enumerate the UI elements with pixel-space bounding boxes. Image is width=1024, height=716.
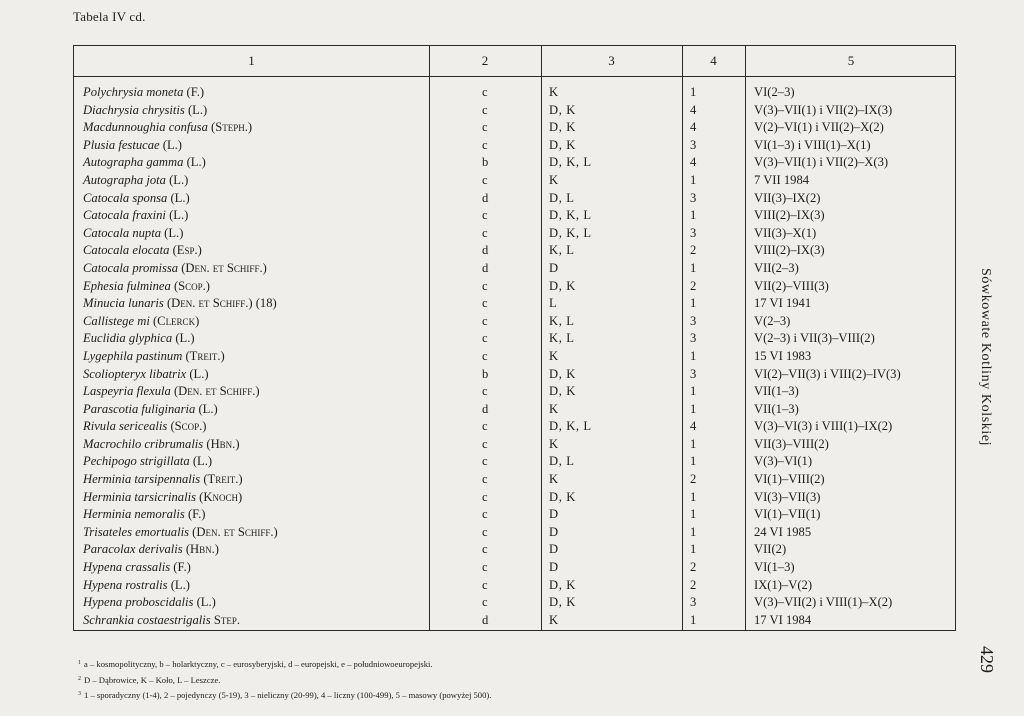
flight-period-cell: VII(1–3) <box>754 384 799 399</box>
table-row <box>74 330 955 348</box>
species-cell <box>83 489 242 507</box>
table-row <box>74 383 955 401</box>
locality-cell: D, K <box>549 102 576 117</box>
flight-period-cell: VII(3)–VIII(2) <box>754 436 829 451</box>
species-cell <box>83 506 205 524</box>
species-author: (L.) <box>169 208 189 223</box>
flight-period-cell: 17 VI 1984 <box>754 612 812 627</box>
species-name: Lygephila pastinum <box>83 348 183 363</box>
flight-period-cell: VIII(2)–IX(3) <box>754 208 825 223</box>
abundance-cell: 1 <box>690 524 697 539</box>
table-row <box>74 471 955 489</box>
table-row <box>74 278 955 296</box>
species-name: Parascotia fuliginaria <box>83 401 196 416</box>
species-cell <box>83 436 240 454</box>
distribution-cell: c <box>482 454 488 469</box>
species-cell <box>83 471 243 489</box>
species-cell <box>83 278 210 296</box>
flight-period-cell: VI(2)–VII(3) i VIII(2)–IV(3) <box>754 366 901 381</box>
locality-cell: D, K <box>549 577 576 592</box>
species-author: (L.) <box>196 595 216 610</box>
species-cell <box>83 594 216 612</box>
flight-period-cell: VII(2–3) <box>754 260 799 275</box>
footnote-mark: 3 <box>78 691 81 697</box>
species-name: Trisateles emortualis <box>83 524 190 539</box>
locality-cell: K, L <box>549 313 575 328</box>
species-name: Rivula sericealis <box>83 419 168 434</box>
flight-period-cell: 24 VI 1985 <box>754 524 812 539</box>
species-author: (L.) <box>164 225 184 240</box>
species-name: Scoliopteryx libatrix <box>83 366 187 381</box>
abundance-cell: 3 <box>690 313 697 328</box>
abundance-cell: 3 <box>690 366 697 381</box>
species-name: Plusia festucae <box>83 137 160 152</box>
flight-period-cell: VI(3)–VII(3) <box>754 489 821 504</box>
species-name: Hypena crassalis <box>83 560 171 575</box>
table-row <box>74 418 955 436</box>
species-author: (L.) <box>187 102 208 117</box>
locality-cell: K, L <box>549 331 575 346</box>
flight-period-cell: V(3)–VII(1) i VII(2)–X(3) <box>754 155 889 170</box>
locality-cell: D, L <box>549 454 575 469</box>
table-row <box>74 154 955 172</box>
locality-cell: D, K <box>549 278 576 293</box>
abundance-cell: 1 <box>690 454 697 469</box>
distribution-cell: c <box>482 208 488 223</box>
table-row <box>74 102 955 120</box>
table-header-row <box>74 46 955 77</box>
abundance-cell: 1 <box>690 260 697 275</box>
species-author: (Treit.) <box>185 348 225 363</box>
abundance-cell: 1 <box>690 348 697 363</box>
flight-period-cell: VI(1)–VII(1) <box>754 507 821 522</box>
species-name: Minucia lunaris <box>83 296 164 311</box>
table-row <box>74 260 955 278</box>
species-cell <box>83 102 207 120</box>
abundance-cell: 1 <box>690 612 697 627</box>
abundance-cell: 1 <box>690 401 697 416</box>
distribution-cell: b <box>482 155 489 170</box>
species-name: Autographa gamma <box>83 155 184 170</box>
abundance-cell: 2 <box>690 243 697 258</box>
species-cell <box>83 295 277 313</box>
abundance-cell: 4 <box>690 102 697 117</box>
flight-period-cell: 7 VII 1984 <box>754 172 810 187</box>
locality-cell: K, L <box>549 243 575 258</box>
distribution-cell: c <box>482 384 488 399</box>
abundance-cell: 1 <box>690 542 697 557</box>
species-author: (Steph.) <box>211 120 253 135</box>
species-author: (L.) <box>175 331 195 346</box>
locality-cell: D <box>549 524 559 539</box>
species-author: Step. <box>213 612 240 627</box>
table-row <box>74 225 955 243</box>
table-row <box>74 190 955 208</box>
abundance-cell: 3 <box>690 225 697 240</box>
species-cell <box>83 84 204 102</box>
species-name: Callistege mi <box>83 313 150 328</box>
footnote-text: a – kosmopolityczny, b – holarktyczny, c – eurosyberyjski, d – europejski, e – południowoeuropejski. <box>84 659 433 669</box>
species-name: Herminia tarsipennalis <box>83 472 201 487</box>
flight-period-cell: VII(1–3) <box>754 401 799 416</box>
table-row <box>74 577 955 595</box>
locality-cell: D, K <box>549 120 576 135</box>
abundance-cell: 2 <box>690 278 697 293</box>
locality-cell: D, K <box>549 366 576 381</box>
species-cell <box>83 330 195 348</box>
abundance-cell: 2 <box>690 472 697 487</box>
species-cell <box>83 260 267 278</box>
table-row <box>74 137 955 155</box>
locality-cell: D <box>549 507 559 522</box>
distribution-cell: c <box>482 225 488 240</box>
species-cell <box>83 137 182 155</box>
locality-cell: D <box>549 560 559 575</box>
footnotes <box>78 656 491 703</box>
species-author: (Scop.) <box>170 419 207 434</box>
distribution-cell: c <box>482 85 488 99</box>
header-col-2: 2 <box>481 53 489 68</box>
species-name: Catocala nupta <box>83 225 162 240</box>
species-cell <box>83 207 188 225</box>
locality-cell: D, K, L <box>549 155 592 170</box>
distribution-cell: d <box>482 260 489 275</box>
flight-period-cell: 17 VI 1941 <box>754 296 812 311</box>
abundance-cell: 3 <box>690 331 697 346</box>
species-author: (Treit.) <box>203 472 243 487</box>
locality-cell: D, K, L <box>549 225 592 240</box>
species-cell <box>83 577 190 595</box>
distribution-cell: b <box>482 366 489 381</box>
flight-period-cell: V(3)–VI(3) i VIII(1)–IX(2) <box>754 419 893 434</box>
species-cell <box>83 453 212 471</box>
locality-cell: D, K <box>549 137 576 152</box>
species-author: (L.) <box>162 137 182 152</box>
species-cell <box>83 541 219 559</box>
species-cell <box>83 612 240 630</box>
species-author: (F.) <box>173 560 191 575</box>
species-name: Herminia tarsicrinalis <box>83 489 196 504</box>
distribution-cell: c <box>482 595 488 610</box>
flight-period-cell: VIII(2)–IX(3) <box>754 243 825 258</box>
locality-cell: K <box>549 436 559 451</box>
distribution-cell: d <box>482 190 489 205</box>
abundance-cell: 1 <box>690 208 697 223</box>
species-name: Hypena rostralis <box>83 577 168 592</box>
species-author: (Hbn.) <box>185 542 219 557</box>
distribution-cell: c <box>482 172 488 187</box>
table-row <box>74 524 955 542</box>
species-name: Catocala fraxini <box>83 208 166 223</box>
species-author: (L.) <box>169 172 189 187</box>
species-name: Macrochilo cribrumalis <box>83 436 204 451</box>
distribution-cell: c <box>482 137 488 152</box>
species-cell <box>83 154 206 172</box>
abundance-cell: 1 <box>690 384 697 399</box>
table-row <box>74 172 955 190</box>
locality-cell: D, K, L <box>549 208 592 223</box>
flight-period-cell: 15 VI 1983 <box>754 348 812 363</box>
header-col-4: 4 <box>710 53 717 68</box>
abundance-cell: 3 <box>690 137 697 152</box>
abundance-cell: 3 <box>690 595 697 610</box>
locality-cell: D, K <box>549 595 576 610</box>
flight-period-cell: VII(2) <box>754 542 787 557</box>
table-row <box>74 366 955 384</box>
header-col-5: 5 <box>847 53 855 68</box>
abundance-cell: 4 <box>690 120 697 135</box>
footnote <box>78 687 491 703</box>
table-row <box>74 401 955 419</box>
footnote-text: D – Dąbrowice, K – Koło, L – Leszcze. <box>84 674 221 685</box>
species-author: (L.) <box>186 155 206 170</box>
species-cell <box>83 172 188 190</box>
locality-cell: K <box>549 401 559 416</box>
locality-cell: D, K, L <box>549 419 592 434</box>
footnote <box>78 672 491 688</box>
table-row <box>74 541 955 559</box>
locality-cell: D, L <box>549 190 575 205</box>
species-cell <box>83 418 207 436</box>
flight-period-cell: VII(2)–VIII(3) <box>754 278 829 293</box>
distribution-cell: c <box>482 489 488 504</box>
distribution-cell: c <box>482 560 488 575</box>
distribution-cell: c <box>482 120 488 135</box>
distribution-cell: c <box>482 472 488 487</box>
table-row <box>74 489 955 507</box>
species-cell <box>83 366 209 384</box>
flight-period-cell: VII(3)–X(1) <box>754 225 817 240</box>
species-cell <box>83 242 202 260</box>
species-name: Autographa jota <box>83 172 166 187</box>
abundance-cell: 2 <box>690 560 697 575</box>
flight-period-cell: V(3)–VII(1) i VII(2)–IX(3) <box>754 102 893 117</box>
abundance-cell: 4 <box>690 419 697 434</box>
distribution-cell: c <box>482 507 488 522</box>
table-row <box>74 119 955 137</box>
species-table <box>73 45 956 631</box>
abundance-cell: 1 <box>690 85 697 99</box>
abundance-cell: 1 <box>690 489 697 504</box>
distribution-cell: c <box>482 577 488 592</box>
table-row <box>74 453 955 471</box>
flight-period-cell: V(3)–VII(2) i VIII(1)–X(2) <box>754 595 893 610</box>
abundance-cell: 2 <box>690 577 697 592</box>
header-col-3: 3 <box>608 53 615 68</box>
species-name: Macdunnoughia confusa <box>83 120 208 135</box>
species-author: (Knoch) <box>199 489 243 504</box>
flight-period-cell: V(2–3) i VII(3)–VIII(2) <box>754 331 875 346</box>
species-author: (L.) <box>192 454 213 469</box>
species-name: Pechipogo strigillata <box>83 454 190 469</box>
species-author: (Den. et Schiff.) <box>173 384 260 399</box>
species-author: (L.) <box>170 190 190 205</box>
species-author: (Scop.) <box>173 278 211 293</box>
locality-cell: K <box>549 85 559 99</box>
flight-period-cell: VI(1–3) <box>754 560 795 575</box>
locality-cell: D, K <box>549 489 576 504</box>
species-name: Polychrysia moneta <box>83 85 184 99</box>
abundance-cell: 1 <box>690 436 697 451</box>
species-name: Schrankia costaestrigalis <box>83 612 211 627</box>
table-row <box>74 84 955 102</box>
flight-period-cell: VI(2–3) <box>754 85 795 99</box>
species-author: (Den. et Schiff.) <box>181 260 267 275</box>
table-row <box>74 207 955 225</box>
abundance-cell: 1 <box>690 507 697 522</box>
locality-cell: K <box>549 472 559 487</box>
abundance-cell: 1 <box>690 296 697 311</box>
species-cell <box>83 190 190 208</box>
table-row <box>74 348 955 366</box>
footnote-mark: 1 <box>78 660 81 666</box>
species-author: (L.) <box>198 401 218 416</box>
distribution-cell: c <box>482 331 488 346</box>
flight-period-cell: V(3)–VI(1) <box>754 454 813 469</box>
table-row <box>74 506 955 524</box>
abundance-cell: 1 <box>690 172 697 187</box>
species-cell <box>83 559 191 577</box>
distribution-cell: d <box>482 612 489 627</box>
locality-cell: D, K <box>549 384 576 399</box>
distribution-cell: c <box>482 296 488 311</box>
species-name: Catocala promissa <box>83 260 179 275</box>
distribution-cell: c <box>482 278 488 293</box>
species-cell <box>83 313 199 331</box>
locality-cell: K <box>549 348 559 363</box>
table-caption: Tabela IV cd. <box>73 9 146 24</box>
species-name: Ephesia fulminea <box>83 278 171 293</box>
locality-cell: K <box>549 172 559 187</box>
footnote-mark: 2 <box>78 675 81 682</box>
locality-cell: K <box>549 612 559 627</box>
species-name: Diachrysia chrysitis <box>83 102 185 117</box>
flight-period-cell: IX(1)–V(2) <box>754 577 813 592</box>
flight-period-cell: VI(1–3) i VIII(1)–X(1) <box>754 137 871 152</box>
abundance-cell: 3 <box>690 190 697 205</box>
distribution-cell: c <box>482 524 488 539</box>
distribution-cell: c <box>482 348 488 363</box>
species-cell <box>83 401 218 419</box>
flight-period-cell: VII(3)–IX(2) <box>754 190 821 205</box>
locality-cell: L <box>549 296 558 311</box>
species-author: (Clerck) <box>152 313 200 328</box>
abundance-cell: 4 <box>690 155 697 170</box>
locality-cell: D <box>549 260 559 275</box>
footnote <box>78 656 491 672</box>
species-name: Catocala elocata <box>83 243 170 258</box>
flight-period-cell: VI(1)–VIII(2) <box>754 472 825 487</box>
table-row <box>74 242 955 260</box>
flight-period-cell: V(2)–VI(1) i VII(2)–X(2) <box>754 120 884 135</box>
table-row <box>74 313 955 331</box>
species-cell <box>83 348 225 366</box>
locality-cell: D <box>549 542 559 557</box>
species-cell <box>83 225 183 243</box>
page-number: 429 <box>977 646 997 673</box>
distribution-cell: c <box>482 436 488 451</box>
table-row <box>74 436 955 454</box>
species-name: Paracolax derivalis <box>83 542 183 557</box>
table-row <box>74 594 955 612</box>
species-author: (Den. et Schiff.) (18) <box>166 296 277 311</box>
header-col-1: 1 <box>248 53 255 68</box>
footnote-text: 1 – sporadyczny (1-4), 2 – pojedynczy (5-19), 3 – nieliczny (20-99), 4 – liczny (100-499), 5 – masowy (powyżej 500). <box>84 690 492 700</box>
species-author: (Esp.) <box>172 243 202 258</box>
distribution-cell: d <box>482 243 489 258</box>
species-author: (F.) <box>187 507 206 522</box>
table-row <box>74 559 955 577</box>
species-author: (Den. et Schiff.) <box>192 524 278 539</box>
species-name: Hypena proboscidalis <box>83 595 194 610</box>
table-body <box>74 84 955 629</box>
species-cell <box>83 119 252 137</box>
species-author: (L.) <box>170 577 190 592</box>
species-cell <box>83 524 278 542</box>
species-author: (F.) <box>186 85 205 99</box>
flight-period-cell: V(2–3) <box>754 313 791 328</box>
species-name: Herminia nemoralis <box>83 507 185 522</box>
distribution-cell: c <box>482 419 488 434</box>
distribution-cell: d <box>482 401 489 416</box>
species-cell <box>83 383 260 401</box>
running-title: Sówkowate Kotliny Kolskiej <box>978 268 993 447</box>
species-name: Catocala sponsa <box>83 190 168 205</box>
species-author: (Hbn.) <box>206 436 240 451</box>
distribution-cell: c <box>482 102 488 117</box>
table-row <box>74 295 955 313</box>
table-row <box>74 612 955 630</box>
species-name: Euclidia glyphica <box>83 331 173 346</box>
species-name: Laspeyria flexula <box>83 384 171 399</box>
species-author: (L.) <box>189 366 209 381</box>
distribution-cell: c <box>482 542 488 557</box>
distribution-cell: c <box>482 313 488 328</box>
